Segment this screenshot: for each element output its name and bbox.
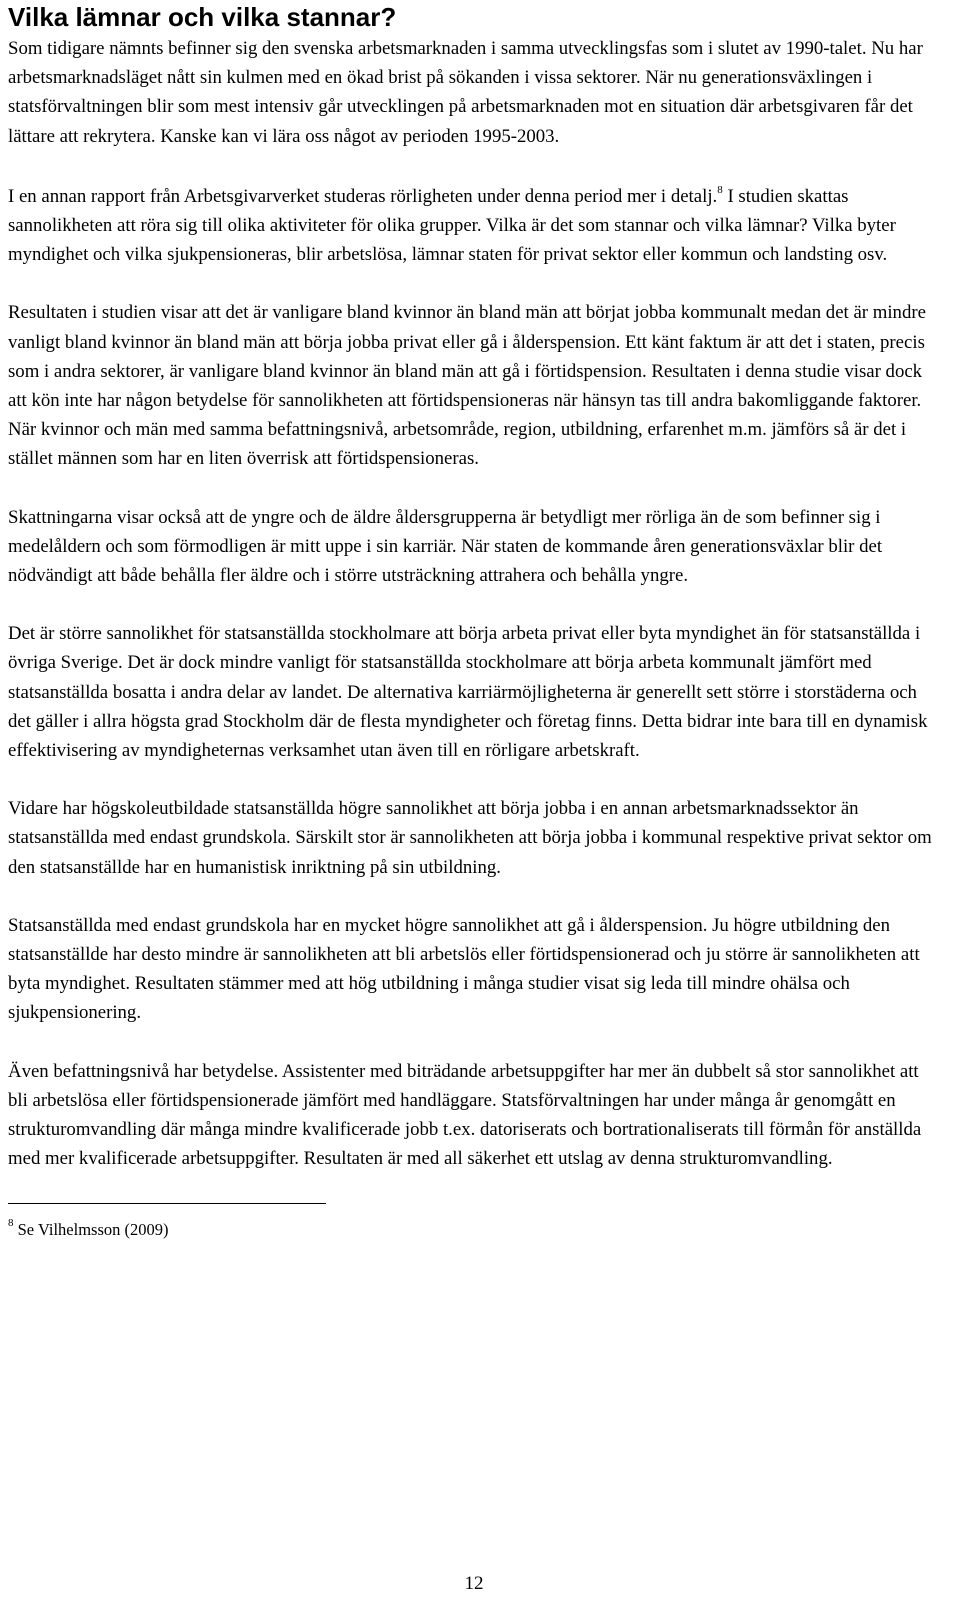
footnote-reference[interactable]: 8: [717, 183, 723, 196]
footnote-number: 8: [8, 1216, 14, 1229]
paragraph-befattningsniva: Även befattningsnivå har betydelse. Assistenter med biträdande arbetsuppgifter har mer än dubbelt så stor sannolikhet att bli arbetslösa eller förtidspensionerade jämfört med handläggare. Statsförvaltningen har under många år genomgått en strukturomvandling där många mindre kvalificerade jobb t.ex. datoriserats och bortrationaliserats till förmån för anställda med mer kvalificerade arbetsuppgifter. Resultaten är med all säkerhet ett utslag av denna strukturomvandling.: [8, 1060, 922, 1170]
footnote-text: Se Vilhelmsson (2009): [17, 1219, 169, 1239]
paragraph-rapport: [8, 182, 938, 270]
paragraph-stockholm: Det är större sannolikhet för statsanställda stockholmare att börja arbeta privat eller byta myndighet än för statsanställda i övriga Sverige. Det är dock mindre vanligt för statsanställda stockholmare att börja arbeta kommunalt jämfört med statsanställda bosatta i andra delar av landet. De alternativa karriärmöjligheterna är generellt sett större i storstäderna och det gäller i allra högsta grad Stockholm där de flesta myndigheter och företag finns. Detta bidrar inte bara till en dynamisk effektivisering av myndigheternas verksamhet utan även till en rörligare arbetskraft.: [8, 623, 928, 762]
document-page: [8, 0, 938, 1241]
paragraph-resultaten: Resultaten i studien visar att det är vanligare bland kvinnor än bland män att börjat jobba kommunalt medan det är mindre vanligt bland kvinnor än bland män att börja jobba privat eller gå i ålderspension. Ett känt faktum är att det i staten, precis som i andra sektorer, är vanligare bland kvinnor än bland män att gå i förtidspension. Resultaten i denna studie visar dock att kön inte har någon betydelse för sannolikheten att förtidspensioneras när hänsyn tas till andra bakomliggande faktorer. När kvinnor och män med samma befattningsnivå, arbetsområde, region, utbildning, erfarenhet m.m. jämförs så är det i stället männen som har en liten överrisk att förtidspensioneras.: [8, 302, 926, 470]
paragraph-skattningarna: Skattningarna visar också att de yngre och de äldre åldersgrupperna är betydligt mer rörliga än de som befinner sig i medelåldern och som förmodligen är mitt uppe i sin karriär. När staten de kommande åren generationsväxlar blir det nödvändigt att både behålla fler äldre och i större utsträckning attrahera och behålla yngre.: [8, 506, 883, 587]
paragraph-text-after-footnote: I studien skattas sannolikheten att röra sig till olika aktiviteter för olika grupper. Vilka är det som stannar och vilka lämnar? Vilka byter myndighet och vilka sjukpensioneras, blir arbetslösa, lämnar staten för privat sektor eller kommun och landsting osv.: [8, 185, 896, 266]
paragraph-text-before-footnote: I en annan rapport från Arbetsgivarverket studeras rörligheten under denna period mer i detalj.: [8, 185, 718, 207]
paragraph-hogskoleutbildade: Vidare har högskoleutbildade statsanställda högre sannolikhet att börja jobba i en annan arbetsmarknadssektor än statsanställda med endast grundskola. Särskilt stor är sannolikheten att börja jobba i kommunal respektive privat sektor om den statsanställde har en humanistisk inriktning på sin utbildning.: [8, 798, 932, 878]
footnote: [8, 1216, 938, 1241]
paragraph-grundskola: Statsanställda med endast grundskola har en mycket högre sannolikhet att gå i ålderspension. Ju högre utbildning den statsanställde har desto mindre är sannolikheten att bli arbetslös eller förtidspensionerad och ju större är sannolikheten att byta myndighet. Resultaten stämmer med att hög utbildning i många studier visat sig leda till mindre ohälsa och sjukpensionering.: [8, 914, 920, 1024]
page-number: 12: [464, 1573, 484, 1594]
paragraph-intro: Som tidigare nämnts befinner sig den svenska arbetsmarknaden i samma utvecklingsfas som i slutet av 1990-talet. Nu har arbetsmarknadsläget nått sin kulmen med en ökad brist på sökanden i vissa sektorer. När nu generationsväxlingen i statsförvaltningen blir som mest intensiv går utvecklingen på arbetsmarknaden mot en situation där arbetsgivaren får det lättare att rekrytera. Kanske kan vi lära oss något av perioden 1995-2003.: [8, 38, 923, 147]
footnote-separator: [8, 1203, 326, 1204]
section-heading: Vilka lämnar och vilka stannar?: [8, 2, 397, 32]
